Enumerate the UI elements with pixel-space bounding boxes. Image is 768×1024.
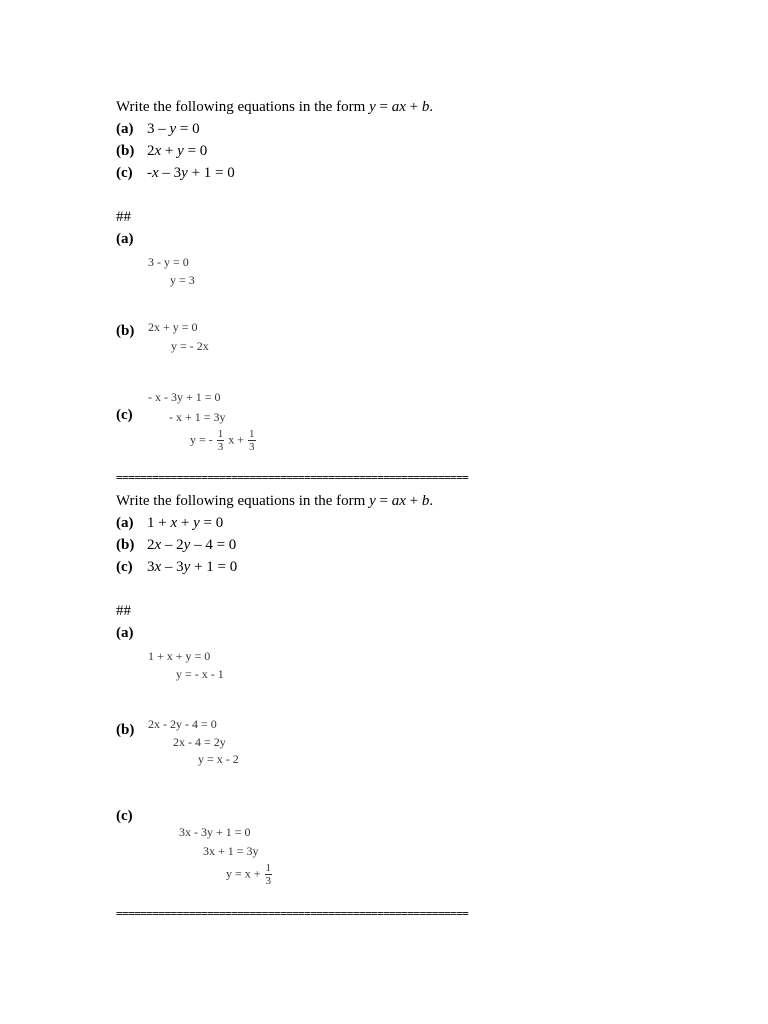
eq-part: – 3 <box>161 559 184 575</box>
var-y: y <box>369 493 376 509</box>
instruction-text: . <box>429 493 434 509</box>
solution-step: 3x - 3y + 1 = 0 <box>179 825 251 839</box>
eq-part: x + <box>228 432 245 447</box>
solution-step: - x + 1 = 3y <box>169 410 226 424</box>
eq-part: + 1 = 0 <box>187 165 235 181</box>
eq-part: 3 <box>147 559 155 575</box>
instruction-2 <box>116 492 433 510</box>
eq-part: + <box>177 515 194 531</box>
eq-var: x <box>170 515 178 531</box>
eq-part: – 4 = 0 <box>190 537 237 553</box>
item-label: (c) <box>116 559 133 575</box>
eq-part: y = x + <box>226 866 261 881</box>
solution-step: 3x + 1 = 3y <box>203 844 259 858</box>
solution-label-c: (c) <box>116 808 133 824</box>
separator: ========================================================== <box>116 471 469 484</box>
eq-var: x <box>154 143 162 159</box>
var-ax: ax <box>391 99 406 115</box>
separator: ========================================================== <box>116 907 469 920</box>
equation-a <box>147 514 223 532</box>
denominator: 3 <box>249 441 255 453</box>
equation-b <box>147 142 207 160</box>
eq-var: x <box>154 537 162 553</box>
solution-label-c: (c) <box>116 407 133 423</box>
eq-part: 2 <box>147 143 155 159</box>
solution-step: y = 3 <box>170 273 195 287</box>
eq-part: + 1 = 0 <box>190 559 238 575</box>
eq-part: = 0 <box>176 121 200 137</box>
eq-var: y <box>169 121 177 137</box>
eq-var: y <box>183 537 191 553</box>
eq-part: = 0 <box>183 143 208 159</box>
denominator: 3 <box>217 441 224 453</box>
item-label: (c) <box>116 165 133 181</box>
eq-part: – 3 <box>158 165 182 181</box>
instruction-text: = <box>375 99 392 115</box>
eq-part: 2 <box>147 537 155 553</box>
solution-label-a: (a) <box>116 625 134 641</box>
eq-var: y <box>181 165 188 181</box>
solution-step: 2x - 4 = 2y <box>173 735 226 749</box>
solution-step: y = x - 2 <box>198 752 239 766</box>
solution-step: 3 - y = 0 <box>148 255 189 269</box>
solution-step-fraction <box>190 428 257 453</box>
instruction-text: . <box>429 99 434 115</box>
fraction <box>265 862 273 887</box>
instruction-1 <box>116 98 433 116</box>
numerator: 1 <box>217 428 224 440</box>
solution-marker: ## <box>116 209 131 225</box>
instruction-text: + <box>405 493 422 509</box>
eq-part: y = - <box>190 432 213 447</box>
instruction-text: Write the following equations in the form <box>116 99 370 115</box>
solution-step-fraction <box>226 862 273 887</box>
equation-c <box>147 164 235 182</box>
solution-step: y = - 2x <box>171 339 209 353</box>
numerator: 1 <box>265 862 272 874</box>
eq-part: 3 – <box>147 121 170 137</box>
item-label: (b) <box>116 537 135 553</box>
eq-part: = 0 <box>199 515 224 531</box>
equation-b <box>147 536 236 554</box>
item-label: (b) <box>116 143 135 159</box>
denominator: 3 <box>265 875 272 887</box>
fraction <box>217 428 225 453</box>
solution-label-b: (b) <box>116 722 135 738</box>
var-ax: ax <box>391 493 406 509</box>
solution-step: 2x - 2y - 4 = 0 <box>148 717 217 731</box>
solution-step: 1 + x + y = 0 <box>148 649 211 663</box>
fraction <box>248 428 256 453</box>
eq-part: – 2 <box>161 537 184 553</box>
eq-var: y <box>183 559 191 575</box>
solution-step: 2x + y = 0 <box>148 320 198 334</box>
eq-var: y <box>193 515 200 531</box>
instruction-text: + <box>405 99 422 115</box>
equation-a <box>147 120 200 138</box>
var-y: y <box>369 99 376 115</box>
equation-c <box>147 558 237 576</box>
solution-marker: ## <box>116 603 131 619</box>
eq-part: 1 + <box>147 515 171 531</box>
solution-label-b: (b) <box>116 323 135 339</box>
solution-step: - x - 3y + 1 = 0 <box>148 390 221 404</box>
var-b: b <box>421 99 430 115</box>
numerator: 1 <box>249 428 255 440</box>
eq-var: x <box>154 559 162 575</box>
solution-step: y = - x - 1 <box>176 667 224 681</box>
instruction-text: = <box>375 493 392 509</box>
eq-part: - <box>147 165 152 181</box>
eq-part: + <box>161 143 178 159</box>
solution-label-a: (a) <box>116 231 134 247</box>
var-b: b <box>421 493 430 509</box>
item-label: (a) <box>116 515 134 531</box>
item-label: (a) <box>116 121 134 137</box>
eq-var: x <box>152 165 159 181</box>
eq-var: y <box>177 143 184 159</box>
instruction-text: Write the following equations in the form <box>116 493 370 509</box>
